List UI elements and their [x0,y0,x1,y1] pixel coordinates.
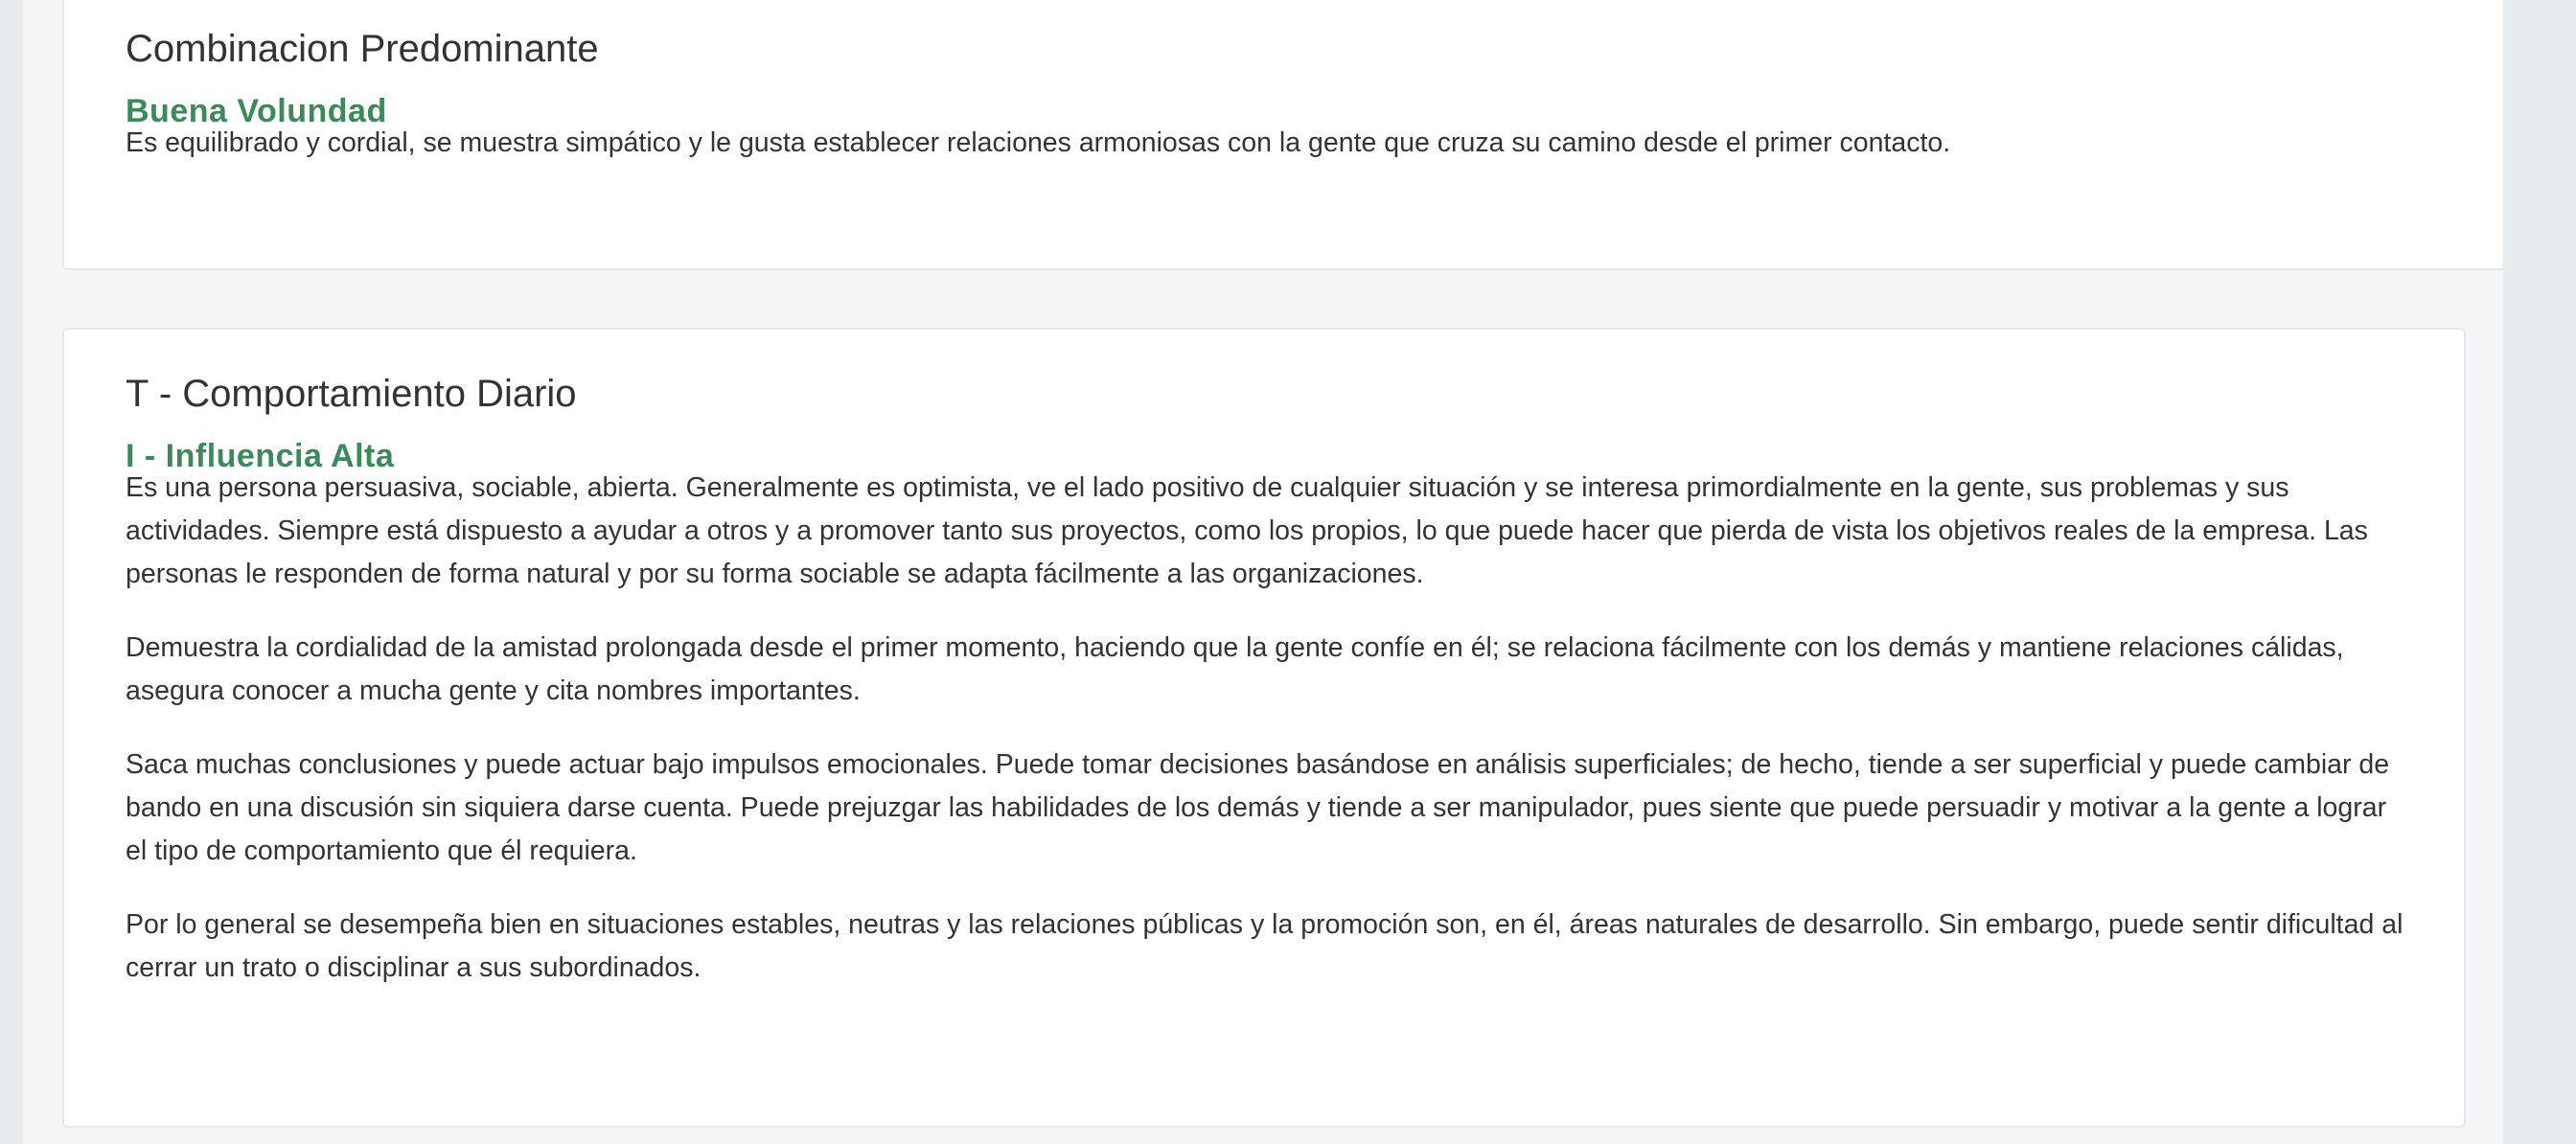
page-content [23,0,2503,1144]
scrollbar-track[interactable] [2503,0,2576,1144]
combinacion-predominante-card [62,0,2511,270]
paragraph: Demuestra la cordialidad de la amistad prolongada desde el primer momento, haciendo que la gente confíe en él; se relaciona fácilmente con los demás y mantiene relaciones cálidas, asegura conocer a mucha gente y cita nombres importantes. [126,632,2344,706]
comportamiento-diario-card [62,328,2466,1128]
paragraph: Es una persona persuasiva, sociable, abierta. Generalmente es optimista, ve el lado positivo de cualquier situación y se interesa primordialmente en la gente, sus problemas y sus actividades. Siempre está dispuesto a ayudar a otros y a promover tanto sus proyectos, como los propios, lo que puede hacer que pierda de vista los objetivos reales de la empresa. Las personas le responden de forma natural y por su forma sociable se adapta fácilmente a las organizaciones. [126,472,2368,589]
section-subtitle: I - Influencia Alta [126,438,395,474]
section-description: Es equilibrado y cordial, se muestra simpático y le gusta establecer relaciones armoniosas con la gente que cruza su camino desde el primer contacto. [126,127,1951,158]
section-title: Combinacion Predominante [126,28,599,70]
section-title: T - Comportamiento Diario [126,373,577,415]
section-subtitle: Buena Volundad [126,93,387,129]
paragraph: Por lo general se desempeña bien en situaciones estables, neutras y las relaciones públicas y la promoción son, en él, áreas naturales de desarrollo. Sin embargo, puede sentir dificultad al cerrar un trato o disciplinar a sus subordinados. [126,909,2404,983]
paragraph: Saca muchas conclusiones y puede actuar bajo impulsos emocionales. Puede tomar decisiones basándose en análisis superficiales; de hecho, tiende a ser superficial y puede cambiar de bando en una discusión sin siquiera darse cuenta. Puede prejuzgar las habilidades de los demás y tiende a ser manipulador, pues siente que puede persuadir y motivar a la gente a lograr el tipo de comportamiento que él requiera. [126,749,2390,866]
section-paragraphs [126,467,2406,1020]
